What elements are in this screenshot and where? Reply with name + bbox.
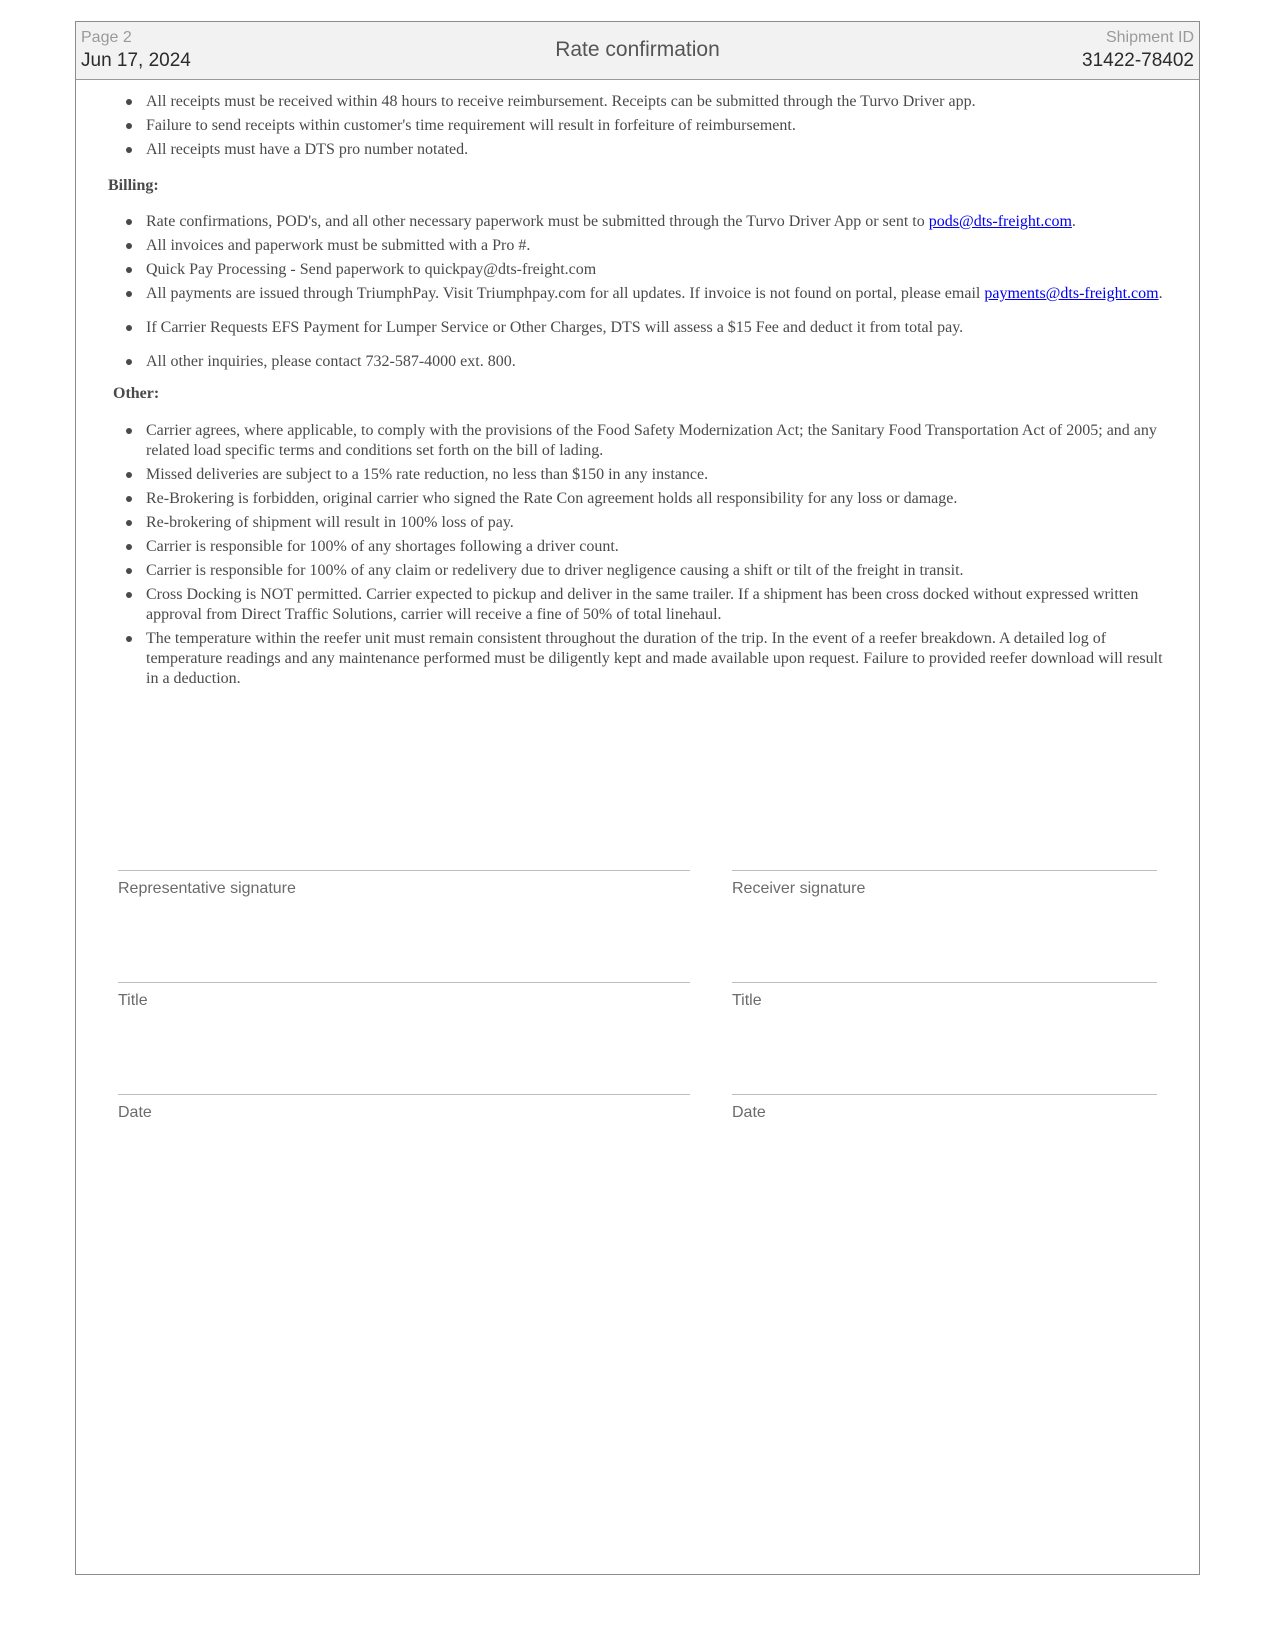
list-item: If Carrier Requests EFS Payment for Lumper Service or Other Charges, DTS will assess a $15 Fee and deduct it from total pay. <box>76 318 1199 338</box>
list-item: Re-Brokering is forbidden, original carrier who signed the Rate Con agreement holds all responsibility for any loss or damage. <box>76 489 1199 509</box>
title-line-right[interactable] <box>732 982 1157 983</box>
list-item: Failure to send receipts within customer's time requirement will result in forfeiture of reimbursement. <box>76 116 1199 136</box>
page-header <box>76 22 1199 80</box>
billing-heading: Billing: <box>108 177 159 194</box>
date-label-right: Date <box>732 1104 766 1121</box>
other-list <box>76 421 1199 689</box>
rep-signature-line[interactable] <box>118 870 690 871</box>
date-line-right[interactable] <box>732 1094 1157 1095</box>
list-item: Carrier is responsible for 100% of any shortages following a driver count. <box>76 537 1199 557</box>
list-item: Rate confirmations, POD's, and all other necessary paperwork must be submitted through the Turvo Driver App or sent to pods@dts-freight.com. <box>76 212 1199 232</box>
document-frame <box>75 21 1200 1575</box>
list-item: All receipts must be received within 48 hours to receive reimbursement. Receipts can be submitted through the Turvo Driver app. <box>76 92 1199 112</box>
title-line-left[interactable] <box>118 982 690 983</box>
list-item: Missed deliveries are subject to a 15% rate reduction, no less than $150 in any instance. <box>76 465 1199 485</box>
receipts-list <box>76 92 1199 160</box>
list-item: All invoices and paperwork must be submitted with a Pro #. <box>76 236 1199 256</box>
date-line-left[interactable] <box>118 1094 690 1095</box>
receiver-signature-label: Receiver signature <box>732 880 866 897</box>
rep-signature-label: Representative signature <box>118 880 296 897</box>
list-item: Re-brokering of shipment will result in 100% loss of pay. <box>76 513 1199 533</box>
document-date: Jun 17, 2024 <box>81 50 191 71</box>
page-number: Page 2 <box>81 29 132 46</box>
header-right <box>1082 28 1194 74</box>
title-label-left: Title <box>118 992 148 1009</box>
billing-item-text: All payments are issued through TriumphPay. Visit Triumphpay.com for all updates. If invoice is not found on portal, please email <box>146 285 981 302</box>
billing-item-text: Rate confirmations, POD's, and all other necessary paperwork must be submitted through the Turvo Driver App or sent to <box>146 213 925 230</box>
list-item: The temperature within the reefer unit must remain consistent throughout the duration of the trip. In the event of a reefer breakdown. A detailed log of temperature readings and any maintenance performed must be diligently kept and made available upon request. Failure to provided reefer download will result in a deduction. <box>76 629 1199 689</box>
billing-list <box>76 212 1199 372</box>
list-item: Quick Pay Processing - Send paperwork to quickpay@dts-freight.com <box>76 260 1199 280</box>
document-body <box>76 92 1199 693</box>
list-item: All other inquiries, please contact 732-587-4000 ext. 800. <box>76 352 1199 372</box>
page-title: Rate confirmation <box>555 38 720 61</box>
pods-email-link[interactable]: pods@dts-freight.com <box>928 213 1072 230</box>
list-item: All receipts must have a DTS pro number notated. <box>76 140 1199 160</box>
list-item: All payments are issued through TriumphPay. Visit Triumphpay.com for all updates. If invoice is not found on portal, please email payments@dts-freight.com. <box>76 284 1199 304</box>
title-label-right: Title <box>732 992 762 1009</box>
date-label-left: Date <box>118 1104 152 1121</box>
shipment-id: 31422-78402 <box>1082 50 1194 71</box>
receiver-signature-line[interactable] <box>732 870 1157 871</box>
list-item: Carrier agrees, where applicable, to comply with the provisions of the Food Safety Modernization Act; the Sanitary Food Transportation Act of 2005; and any related load specific terms and conditions set forth on the bill of lading. <box>76 421 1199 461</box>
shipment-id-label: Shipment ID <box>1105 29 1194 46</box>
other-heading: Other: <box>113 385 160 402</box>
list-item: Carrier is responsible for 100% of any claim or redelivery due to driver negligence causing a shift or tilt of the freight in transit. <box>76 561 1199 581</box>
payments-email-link[interactable]: payments@dts-freight.com <box>984 285 1159 302</box>
list-item: Cross Docking is NOT permitted. Carrier expected to pickup and deliver in the same trailer. If a shipment has been cross docked without expressed written approval from Direct Traffic Solutions, carrier will receive a fine of 50% of total linehaul. <box>76 585 1199 625</box>
